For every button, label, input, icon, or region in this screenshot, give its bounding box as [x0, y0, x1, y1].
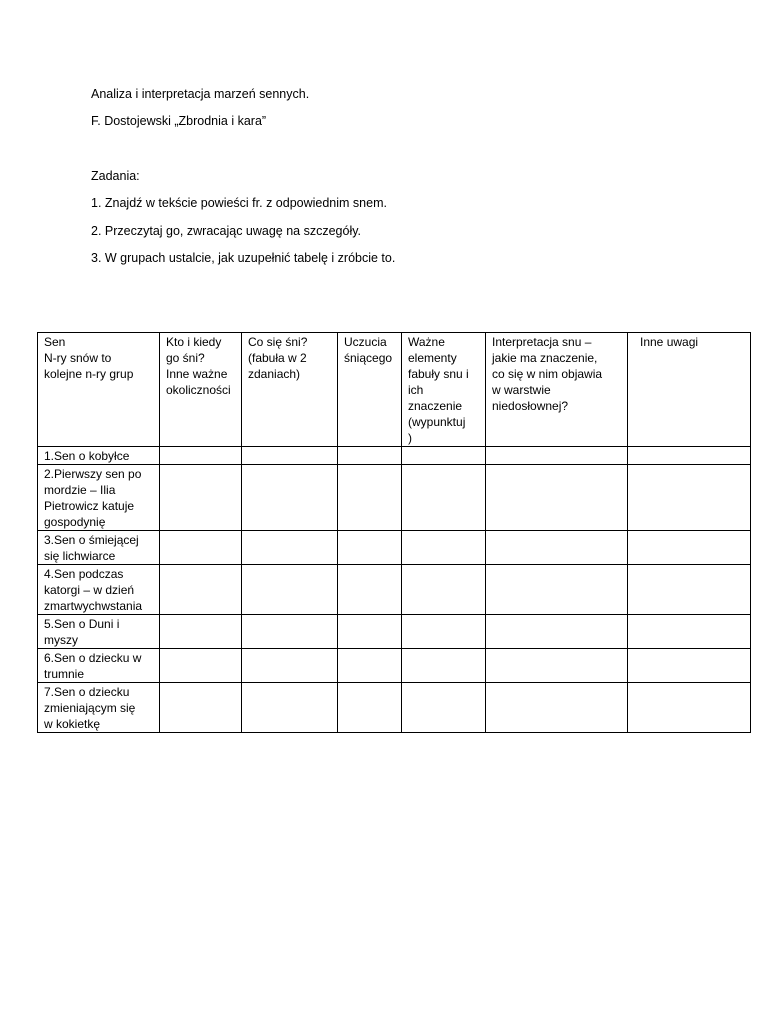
table-cell[interactable] [160, 465, 242, 531]
table-cell[interactable] [338, 649, 402, 683]
table-row [38, 565, 751, 615]
table-cell[interactable] [486, 649, 628, 683]
table-cell[interactable] [338, 615, 402, 649]
table-cell[interactable] [628, 615, 751, 649]
table-cell[interactable] [486, 683, 628, 733]
table-cell[interactable] [160, 683, 242, 733]
table-cell[interactable] [338, 565, 402, 615]
table-cell[interactable] [338, 531, 402, 565]
dream-analysis-table [37, 332, 751, 733]
table-cell[interactable] [628, 447, 751, 465]
table-cell[interactable] [402, 615, 486, 649]
table-cell[interactable] [628, 465, 751, 531]
column-header-uczucia: Uczucia śniącego [338, 333, 402, 447]
table-cell[interactable] [160, 531, 242, 565]
row-label: 3.Sen o śmiejącej się lichwiarce [38, 531, 160, 565]
table-header-row [38, 333, 751, 447]
table-cell[interactable] [486, 531, 628, 565]
task-3: 3. W grupach ustalcie, jak uzupełnić tabelę i zróbcie to. [91, 251, 396, 265]
table-cell[interactable] [160, 649, 242, 683]
table-cell[interactable] [242, 465, 338, 531]
column-header-interpretacja: Interpretacja snu – jakie ma znaczenie, co się w nim objawia w warstwie niedosłownej? [486, 333, 628, 447]
row-label: 5.Sen o Duni i myszy [38, 615, 160, 649]
table-cell[interactable] [402, 565, 486, 615]
column-header-elementy: Ważne elementy fabuły snu i ich znaczenie (wypunktuj ) [402, 333, 486, 447]
table-cell[interactable] [402, 531, 486, 565]
table-cell[interactable] [402, 683, 486, 733]
table-cell[interactable] [486, 447, 628, 465]
row-label: 6.Sen o dziecku w trumnie [38, 649, 160, 683]
task-2: 2. Przeczytaj go, zwracając uwagę na szczegóły. [91, 224, 362, 238]
table-cell[interactable] [628, 531, 751, 565]
row-label: 2.Pierwszy sen po mordzie – Ilia Pietrowicz katuje gospodynię [38, 465, 160, 531]
row-label: 7.Sen o dziecku zmieniającym się w kokietkę [38, 683, 160, 733]
table-cell[interactable] [628, 565, 751, 615]
table-cell[interactable] [338, 465, 402, 531]
document-title: Analiza i interpretacja marzeń sennych. [91, 87, 310, 101]
table-row [38, 649, 751, 683]
row-label: 1.Sen o kobyłce [38, 447, 160, 465]
table-cell[interactable] [402, 649, 486, 683]
table-cell[interactable] [242, 615, 338, 649]
table-cell[interactable] [242, 447, 338, 465]
table-cell[interactable] [486, 465, 628, 531]
table-cell[interactable] [160, 615, 242, 649]
column-header-kto: Kto i kiedy go śni? Inne ważne okoliczności [160, 333, 242, 447]
table-cell[interactable] [242, 649, 338, 683]
work-reference: F. Dostojewski „Zbrodnia i kara” [91, 114, 267, 128]
table-cell[interactable] [338, 447, 402, 465]
column-header-co: Co się śni? (fabuła w 2 zdaniach) [242, 333, 338, 447]
column-header-inne-uwagi: Inne uwagi [628, 333, 751, 447]
table-row [38, 683, 751, 733]
table-row [38, 465, 751, 531]
table-cell[interactable] [160, 565, 242, 615]
table-cell[interactable] [402, 465, 486, 531]
tasks-heading: Zadania: [91, 169, 140, 183]
table-cell[interactable] [338, 683, 402, 733]
column-header-sen: Sen N-ry snów to kolejne n-ry grup [38, 333, 160, 447]
task-1: 1. Znajdź w tekście powieści fr. z odpowiednim snem. [91, 196, 387, 210]
table-row [38, 531, 751, 565]
table-row [38, 447, 751, 465]
table-row [38, 615, 751, 649]
row-label: 4.Sen podczas katorgi – w dzień zmartwychwstania [38, 565, 160, 615]
table-cell[interactable] [242, 683, 338, 733]
table-cell[interactable] [628, 683, 751, 733]
table-cell[interactable] [486, 565, 628, 615]
table-cell[interactable] [628, 649, 751, 683]
table-cell[interactable] [242, 565, 338, 615]
table-cell[interactable] [402, 447, 486, 465]
table-cell[interactable] [486, 615, 628, 649]
table-cell[interactable] [160, 447, 242, 465]
table-cell[interactable] [242, 531, 338, 565]
